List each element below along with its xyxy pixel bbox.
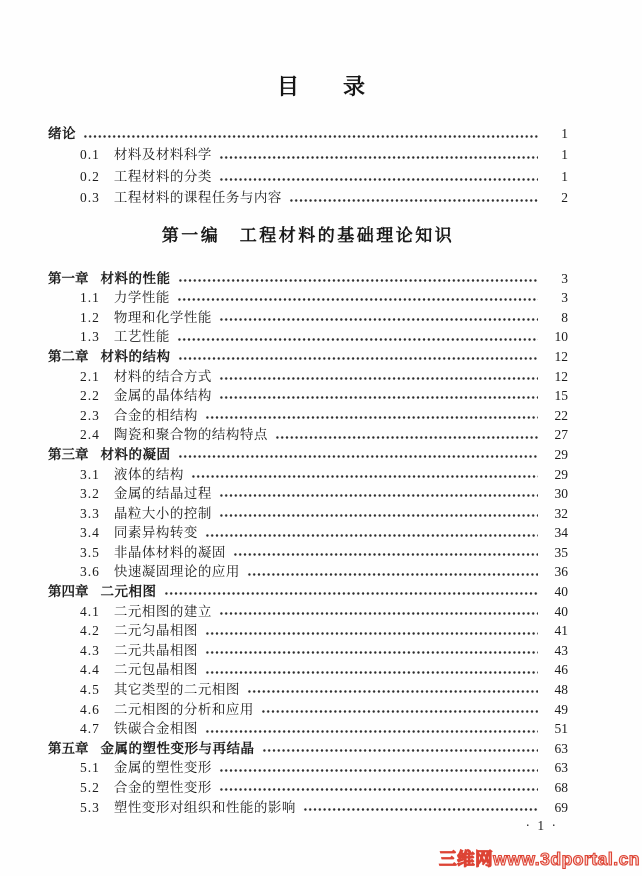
toc-entry-page: 1 — [561, 147, 568, 163]
toc-entry-page: 35 — [554, 544, 568, 560]
toc-entry-number: 第五章 — [48, 740, 89, 756]
toc-entry-number: 0.1 — [80, 147, 100, 163]
toc-entry-number: 3.2 — [80, 486, 100, 502]
toc-entry-number: 1.1 — [80, 290, 100, 306]
toc-entry — [48, 406, 568, 426]
toc-entry-label: 非晶体材料的凝固 — [113, 544, 226, 560]
toc-entry-page: 3 — [561, 270, 568, 286]
toc-entry-number: 5.3 — [80, 799, 100, 815]
dot-leader — [205, 719, 538, 739]
toc-entry-label: 工艺性能 — [113, 329, 170, 345]
dot-leader — [219, 758, 538, 778]
toc-entry-number: 第三章 — [48, 446, 89, 462]
toc-entry-number: 4.6 — [80, 701, 100, 717]
toc-entry-page: 30 — [554, 486, 568, 502]
dot-leader — [219, 144, 538, 165]
toc-entry-label: 金属的结晶过程 — [113, 486, 212, 502]
toc-entry-number: 2.4 — [80, 427, 100, 443]
toc-entry-number: 第四章 — [48, 584, 89, 600]
toc-entry-number: 第一章 — [48, 270, 89, 286]
dot-leader — [219, 504, 538, 524]
dot-leader — [219, 386, 538, 406]
toc-entry — [48, 367, 568, 387]
toc-entry-number: 0.3 — [80, 190, 100, 206]
toc-entry — [48, 562, 568, 582]
toc-entry-page: 12 — [554, 368, 568, 384]
toc-entry-label: 绪论 — [48, 126, 76, 141]
toc-entry — [48, 543, 568, 563]
toc-entry-label: 工程材料的课程任务与内容 — [113, 190, 282, 206]
toc-entry-number: 3.6 — [80, 564, 100, 580]
page-title: 目 录 — [276, 74, 365, 99]
toc-entry-number: 3.3 — [80, 505, 100, 521]
dot-leader — [219, 166, 538, 187]
toc-entry-number: 4.4 — [80, 662, 100, 678]
toc-entry-label: 液体的结构 — [113, 466, 184, 482]
toc-entry-page: 32 — [554, 505, 568, 521]
dot-leader — [191, 465, 538, 485]
toc-entry-page: 10 — [554, 329, 568, 345]
toc-entry-label: 合金的相结构 — [113, 407, 198, 423]
toc-entry-label: 材料的性能 — [100, 270, 171, 286]
toc-entry-number: 3.1 — [80, 466, 100, 482]
dot-leader — [178, 445, 539, 465]
toc-entry — [48, 582, 568, 602]
toc-entry-page: 49 — [554, 701, 568, 717]
toc-entry-page: 36 — [554, 564, 568, 580]
toc-entry-number: 4.3 — [80, 642, 100, 658]
toc-list — [48, 123, 568, 817]
toc-entry — [48, 425, 568, 445]
toc-entry-page: 69 — [554, 799, 568, 815]
toc-entry — [48, 602, 568, 622]
toc-entry — [48, 327, 568, 347]
toc-entry — [48, 758, 568, 778]
toc-entry-page: 1 — [561, 126, 568, 141]
toc-entry — [48, 445, 568, 465]
toc-entry-number: 0.2 — [80, 168, 100, 184]
dot-leader — [205, 660, 538, 680]
toc-entry — [48, 166, 568, 187]
toc-entry-page: 51 — [554, 721, 568, 737]
toc-entry-label: 二元相图 — [100, 584, 157, 600]
dot-leader — [219, 602, 538, 622]
toc-entry-label: 工程材料的分类 — [113, 168, 212, 184]
toc-entry-label: 金属的塑性变形 — [113, 760, 212, 776]
toc-entry-number: 5.2 — [80, 780, 100, 795]
toc-entry — [48, 641, 568, 661]
toc-entry-number: 1.2 — [80, 309, 100, 325]
toc-entry — [48, 308, 568, 328]
toc-entry-page: 68 — [554, 780, 568, 795]
toc-entry-page: 2 — [561, 190, 568, 206]
toc-entry — [48, 465, 568, 485]
toc-entry-label: 二元共晶相图 — [113, 642, 198, 658]
dot-leader — [177, 288, 538, 308]
toc-entry — [48, 187, 568, 208]
toc-entry-page: 63 — [554, 740, 568, 756]
dot-leader — [262, 739, 539, 759]
toc-entry — [48, 621, 568, 641]
toc-entry-label: 金属的晶体结构 — [113, 388, 212, 404]
toc-entry-page: 40 — [554, 603, 568, 619]
toc-entry-label: 材料的结合方式 — [113, 368, 212, 384]
toc-entry-page: 22 — [554, 407, 568, 423]
toc-entry-label: 材料及材料科学 — [113, 147, 212, 163]
toc-entry — [48, 680, 568, 700]
toc-entry — [48, 386, 568, 406]
toc-entry — [48, 288, 568, 308]
toc-entry-label: 晶粒大小的控制 — [113, 505, 212, 521]
toc-entry-label: 其它类型的二元相图 — [113, 682, 240, 698]
toc-entry-page: 63 — [554, 760, 568, 776]
toc-entry-label: 快速凝固理论的应用 — [113, 564, 240, 580]
toc-entry-number: 4.5 — [80, 682, 100, 698]
folio-page-number: · 1 · — [525, 818, 558, 833]
toc-entry-number: 2.2 — [80, 388, 100, 404]
dot-leader — [164, 582, 539, 602]
toc-entry — [48, 700, 568, 720]
dot-leader — [303, 798, 538, 818]
toc-entry — [48, 798, 568, 818]
toc-entry-page: 27 — [554, 427, 568, 443]
toc-entry — [48, 347, 568, 367]
toc-entry-page: 29 — [554, 466, 568, 482]
toc-entry-page: 1 — [561, 168, 568, 184]
dot-leader — [178, 347, 539, 367]
toc-entry — [48, 123, 568, 144]
dot-leader — [205, 641, 538, 661]
dot-leader — [233, 543, 538, 563]
toc-entry-label: 物理和化学性能 — [113, 309, 212, 325]
toc-entry — [48, 739, 568, 759]
toc-entry-number: 4.2 — [80, 623, 100, 639]
toc-entry — [48, 144, 568, 165]
toc-entry — [48, 523, 568, 543]
toc-entry-page: 41 — [554, 623, 568, 639]
toc-entry — [48, 269, 568, 289]
toc-entry-label: 同素异构转变 — [113, 525, 198, 541]
toc-entry-page: 40 — [554, 584, 568, 600]
dot-leader — [205, 523, 538, 543]
dot-leader — [219, 484, 538, 504]
dot-leader — [247, 562, 538, 582]
toc-entry-number: 1.3 — [80, 329, 100, 345]
dot-leader — [177, 327, 538, 347]
dot-leader — [289, 187, 538, 208]
toc-entry-page: 29 — [554, 446, 568, 462]
dot-leader — [275, 425, 538, 445]
toc-entry-page: 15 — [554, 388, 568, 404]
toc-entry-page: 48 — [554, 682, 568, 698]
toc-entry-label: 二元相图的分析和应用 — [113, 701, 254, 717]
toc-entry-label: 铁碳合金相图 — [113, 721, 198, 737]
dot-leader — [205, 406, 538, 426]
toc-entry-number: 2.3 — [80, 407, 100, 423]
part-header: 第一编 工程材料的基础理论知识 — [161, 225, 455, 245]
toc-entry-page: 46 — [554, 662, 568, 678]
toc-entry — [48, 660, 568, 680]
toc-entry-number: 5.1 — [80, 760, 100, 776]
toc-entry-label: 二元匀晶相图 — [113, 623, 198, 639]
toc-entry-number: 4.1 — [80, 603, 100, 619]
dot-leader — [219, 778, 538, 798]
toc-entry-label: 塑性变形对组织和性能的影响 — [113, 799, 296, 815]
toc-entry-number: 2.1 — [80, 368, 100, 384]
dot-leader — [205, 621, 538, 641]
toc-entry-page: 3 — [561, 290, 568, 306]
toc-entry-label: 金属的塑性变形与再结晶 — [100, 740, 255, 756]
toc-entry-label: 力学性能 — [113, 290, 170, 306]
toc-entry — [48, 778, 568, 798]
toc-entry-number: 3.5 — [80, 544, 100, 560]
toc-entry-number: 3.4 — [80, 525, 100, 541]
toc-entry-number: 4.7 — [80, 721, 100, 737]
dot-leader — [219, 308, 538, 328]
toc-entry — [48, 484, 568, 504]
toc-entry-label: 合金的塑性变形 — [113, 780, 212, 795]
dot-leader — [247, 680, 538, 700]
toc-entry-label: 二元包晶相图 — [113, 662, 198, 678]
dot-leader — [219, 367, 538, 387]
toc-entry-page: 43 — [554, 642, 568, 658]
toc-entry — [48, 719, 568, 739]
dot-leader — [261, 700, 538, 720]
toc-entry — [48, 504, 568, 524]
toc-entry-page: 8 — [561, 309, 568, 325]
toc-entry-page: 34 — [554, 525, 568, 541]
toc-entry-label: 材料的凝固 — [100, 446, 171, 462]
toc-entry-number: 第二章 — [48, 348, 89, 364]
dot-leader — [83, 123, 538, 144]
toc-entry-label: 二元相图的建立 — [113, 603, 212, 619]
watermark: 三维网www.3dportal.cn — [439, 849, 640, 869]
toc-entry-label: 材料的结构 — [100, 348, 171, 364]
toc-entry-label: 陶瓷和聚合物的结构特点 — [113, 427, 268, 443]
dot-leader — [178, 269, 539, 289]
toc-entry-page: 12 — [554, 348, 568, 364]
